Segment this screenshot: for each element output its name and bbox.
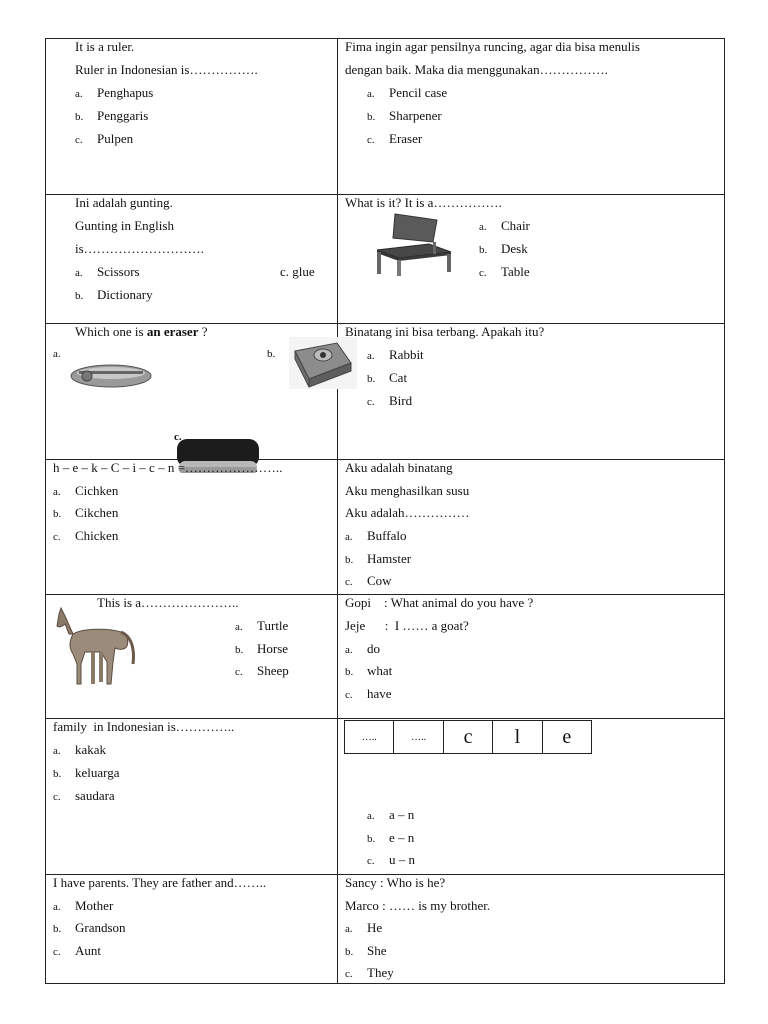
option-letter: b.: [53, 923, 62, 935]
option-text: Turtle: [257, 618, 289, 633]
option-text: They: [367, 965, 394, 980]
option-text: keluarga: [75, 765, 120, 780]
question-cell-3: [45, 194, 337, 323]
option-text: saudara: [75, 788, 115, 803]
option-letter: a.: [75, 267, 83, 279]
option-letter: a.: [345, 531, 353, 543]
option-text: kakak: [75, 742, 107, 757]
option-letter: c.: [53, 791, 61, 803]
question-cell-5: [45, 323, 337, 459]
option-b: [479, 241, 528, 258]
pencil-case-image: [69, 359, 153, 391]
option-c: [479, 264, 530, 281]
question-text: Aku menghasilkan susu: [345, 483, 470, 498]
option-text: Cow: [367, 573, 392, 588]
option-text: what: [367, 663, 393, 678]
option-letter: b.: [367, 373, 376, 385]
option-letter: c.: [479, 267, 487, 279]
letter-box-blank: …..: [394, 721, 443, 753]
option-text: Rabbit: [389, 347, 424, 362]
option-text: Buffalo: [367, 528, 407, 543]
option-b: [53, 920, 126, 937]
question-text: Gopi : What animal do you have ?: [345, 595, 534, 610]
question-text: Gunting in English: [75, 218, 174, 233]
option-text: She: [367, 943, 387, 958]
option-b: [367, 370, 407, 387]
option-c: [53, 943, 101, 960]
option-b: [235, 641, 288, 658]
letter-box: e: [562, 725, 572, 748]
option-c: [367, 852, 415, 869]
option-a: [345, 920, 382, 937]
option-text: Horse: [257, 641, 289, 656]
option-letter: b.: [53, 508, 62, 520]
option-text: Eraser: [389, 131, 423, 146]
option-letter: b.: [235, 644, 244, 656]
option-b: [53, 765, 120, 782]
table-border-bottom: [45, 983, 725, 984]
option-letter: b.: [367, 111, 376, 123]
option-b: [75, 108, 148, 125]
option-text: Chicken: [75, 528, 119, 543]
option-c: [53, 528, 118, 545]
question-text: Fima ingin agar pensilnya runcing, agar dia bisa menulis: [345, 39, 640, 54]
option-a: [235, 618, 288, 635]
letter-box: c: [444, 721, 493, 753]
question-text-part: Which one is: [75, 324, 147, 339]
option-letter: c.: [345, 576, 353, 588]
option-letter: c.: [75, 134, 83, 146]
option-letter: c.: [345, 968, 353, 980]
option-text: Penghapus: [97, 85, 154, 100]
option-letter: a.: [367, 88, 375, 100]
option-c: [345, 965, 394, 982]
option-letter: c.: [53, 946, 61, 958]
option-letter: b.: [75, 290, 84, 302]
option-c: [53, 788, 115, 805]
option-a: [367, 807, 414, 824]
question-cell-10: [337, 594, 725, 718]
option-text: Table: [501, 264, 530, 279]
option-text: Pencil case: [389, 85, 448, 100]
option-a: [367, 347, 424, 364]
option-letter: b.: [75, 111, 84, 123]
letter-box-blank: …..: [345, 721, 394, 753]
question-text: I have parents. They are father and……..: [53, 875, 267, 890]
option-a: [53, 898, 113, 915]
question-cell-13: [45, 874, 337, 983]
option-letter: a.: [75, 88, 83, 100]
option-text: Bird: [389, 393, 413, 408]
option-text: u – n: [389, 852, 415, 867]
question-text: What is it? It is a…………….: [345, 195, 502, 210]
option-text: have: [367, 686, 392, 701]
option-b: [53, 505, 118, 522]
option-text: do: [367, 641, 380, 656]
option-letter: a.: [367, 810, 375, 822]
question-cell-1: [45, 38, 337, 194]
question-text: dengan baik. Maka dia menggunakan…………….: [345, 62, 608, 77]
option-b-label: b.: [267, 348, 276, 360]
question-text: Jeje : I …… a goat?: [345, 618, 469, 633]
option-letter: c.: [235, 666, 243, 678]
option-c: c. glue: [280, 264, 315, 279]
option-letter: c.: [367, 855, 375, 867]
option-text: a – n: [389, 807, 415, 822]
option-b: [345, 551, 411, 568]
option-text: Cat: [389, 370, 408, 385]
option-text: Dictionary: [97, 287, 153, 302]
question-text: Aku adalah binatang: [345, 460, 453, 475]
question-cell-7: [45, 459, 337, 594]
option-b: [75, 287, 153, 304]
option-text: Mother: [75, 898, 114, 913]
option-c: [235, 663, 289, 680]
option-b: [367, 108, 442, 125]
option-letter: c.: [345, 689, 353, 701]
question-text: It is a ruler.: [75, 39, 135, 54]
option-a: [53, 483, 118, 500]
option-c-label: c.: [174, 431, 182, 443]
worksheet-table: [45, 38, 725, 984]
option-b: [345, 663, 392, 680]
question-text: [75, 324, 208, 340]
option-letter: a.: [479, 221, 487, 233]
option-letter: b.: [367, 833, 376, 845]
option-letter: a.: [53, 901, 61, 913]
question-text: is……………………….: [75, 241, 204, 256]
question-text: Aku adalah……………: [345, 505, 470, 520]
question-cell-6: [337, 323, 725, 459]
option-text: Sharpener: [389, 108, 442, 123]
option-letter: a.: [53, 745, 61, 757]
question-cell-4: [337, 194, 725, 323]
question-text: Ruler in Indonesian is…………….: [75, 62, 258, 77]
option-c: [367, 131, 422, 148]
question-text: Marco : …… is my brother.: [345, 898, 491, 913]
option-letter: b.: [53, 768, 62, 780]
question-cell-8: [337, 459, 725, 594]
option-text: He: [367, 920, 383, 935]
option-letter: b.: [345, 946, 354, 958]
option-letter: b.: [479, 244, 488, 256]
option-letter: a.: [345, 644, 353, 656]
option-a: [75, 264, 140, 281]
option-text: Grandson: [75, 920, 126, 935]
option-text: Desk: [501, 241, 528, 256]
question-text: This is a…………………..: [97, 595, 239, 610]
question-cell-11: [45, 718, 337, 874]
option-text: Penggaris: [97, 108, 149, 123]
option-letter: c.: [53, 531, 61, 543]
option-a: [479, 218, 530, 235]
option-a: [367, 85, 447, 102]
option-text: Scissors: [97, 264, 140, 279]
question-cell-12: [337, 718, 725, 874]
option-c: [345, 573, 392, 590]
letter-boxes: [344, 720, 592, 754]
question-cell-2: [337, 38, 725, 194]
question-text: Binatang ini bisa terbang. Apakah itu?: [345, 324, 545, 339]
option-a-label: a.: [53, 348, 61, 360]
option-letter: c.: [367, 396, 375, 408]
option-text: Hamster: [367, 551, 412, 566]
question-text-part: ?: [198, 324, 208, 339]
option-text: Pulpen: [97, 131, 134, 146]
option-text: Chair: [501, 218, 530, 233]
option-letter: a.: [367, 350, 375, 362]
question-text-bold: an eraser: [146, 324, 199, 339]
question-text: Sancy : Who is he?: [345, 875, 446, 890]
option-text: Sheep: [257, 663, 289, 678]
option-a: [345, 641, 380, 658]
option-b: [345, 943, 387, 960]
option-c: [367, 393, 412, 410]
option-letter: a.: [235, 621, 243, 633]
option-text: Cikchen: [75, 505, 119, 520]
option-a: [75, 85, 153, 102]
option-letter: a.: [53, 486, 61, 498]
option-a: [53, 742, 106, 759]
question-text: Ini adalah gunting.: [75, 195, 173, 210]
option-letter: b.: [345, 666, 354, 678]
chair-image: [371, 212, 455, 276]
question-cell-9: [45, 594, 337, 718]
question-text: family in Indonesian is…………..: [53, 719, 235, 734]
option-letter: b.: [345, 554, 354, 566]
option-text: Aunt: [75, 943, 101, 958]
option-letter: a.: [345, 923, 353, 935]
option-letter: c.: [367, 134, 375, 146]
letter-box: l: [493, 721, 542, 753]
question-cell-14: [337, 874, 725, 983]
option-text: Cichken: [75, 483, 119, 498]
option-c: [345, 686, 392, 703]
option-text: e – n: [389, 830, 415, 845]
option-c: [75, 131, 133, 148]
option-b: [367, 830, 414, 847]
option-a: [345, 528, 406, 545]
question-text: h – e – k – C – i – c – n =…………………..: [53, 460, 283, 475]
horse-image: [53, 604, 137, 688]
